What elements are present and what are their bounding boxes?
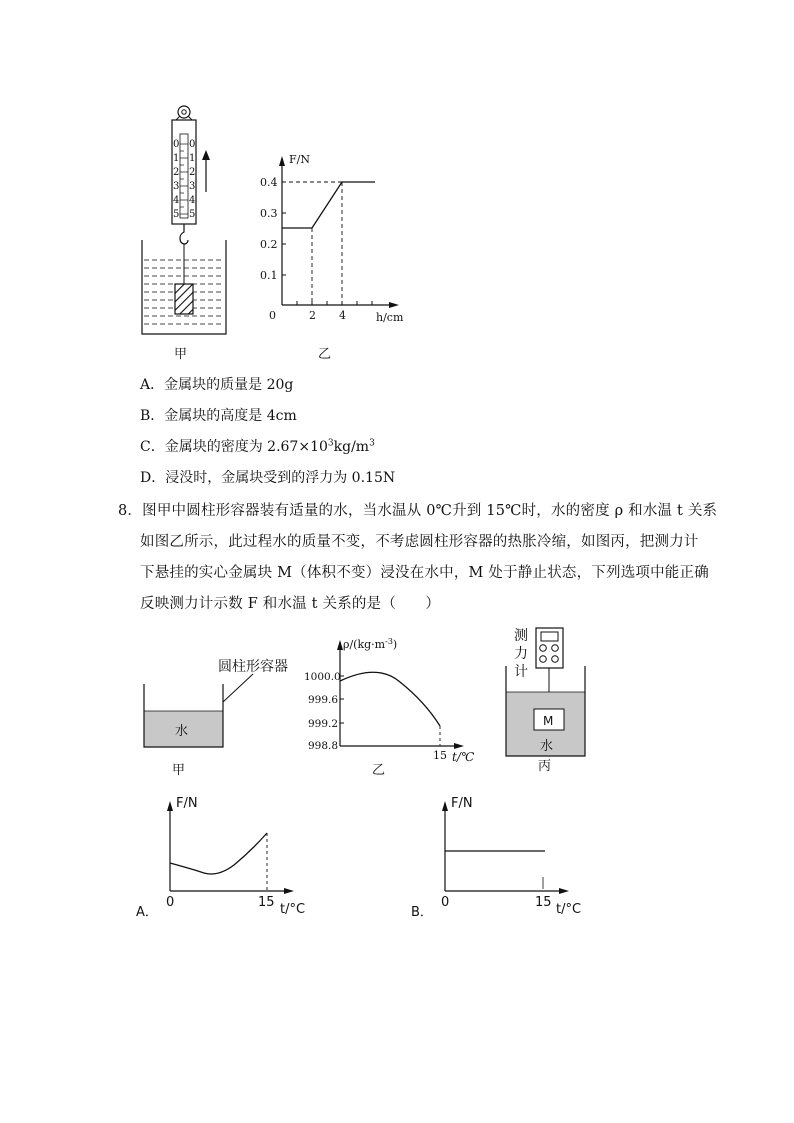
question-number: 8． (118, 503, 143, 519)
option-label: C． (140, 439, 165, 455)
caption-jia-top: 甲 (174, 347, 188, 362)
answer-xlabel: t/°C (280, 902, 306, 917)
answer-ylabel: F/N (176, 796, 198, 811)
graph-density-temperature (300, 630, 480, 770)
figure-force-meter-setup (500, 622, 610, 772)
q8-line-2: 如图乙所示，此过程水的质量不变，不考虑圆柱形容器的热胀冷缩，如图丙，把测力计 (140, 534, 699, 550)
ytick-label: 0.3 (260, 207, 278, 220)
answer-xlabel: t/°C (556, 902, 582, 917)
answer-origin: 0 (441, 895, 450, 910)
scale-num: 0 (173, 139, 180, 150)
ytick-label: 0.4 (260, 176, 278, 189)
meter-label-char: 测 (514, 628, 528, 644)
answer-graph-a (130, 785, 320, 920)
meter-label-char: 力 (514, 646, 528, 662)
answer-label-b: B． (411, 905, 433, 920)
answer-xtick: 15 (535, 895, 552, 910)
option-sup: 3 (369, 438, 375, 449)
scale-num: 5 (173, 209, 180, 220)
scale-num: 2 (189, 167, 196, 178)
caption-yi-mid: 乙 (372, 763, 386, 778)
xlabel-h: h/cm (376, 311, 404, 324)
scale-num: 1 (189, 153, 196, 164)
xtick-label: 2 (309, 309, 316, 322)
water-label-bing: 水 (540, 739, 554, 754)
answer-label-a: A． (136, 905, 158, 920)
scale-num: 5 (189, 209, 196, 220)
q8-line-4: 反映测力计示数 F 和水温 t 关系的是（ ） (140, 596, 441, 612)
ytick-label: 0.1 (260, 269, 278, 282)
water-label: 水 (175, 724, 189, 739)
option-text: 浸没时，金属块受到的浮力为 0.15N (165, 470, 396, 486)
option-text: 金属块的高度是 4cm (164, 408, 297, 424)
q7-option-d (140, 467, 395, 487)
scale-num: 1 (173, 153, 180, 164)
scale-num: 3 (173, 181, 180, 192)
series-force-line (282, 182, 375, 228)
option-unit: kg/m (333, 439, 370, 455)
ytick-label: 0.2 (260, 238, 278, 251)
xtick-label: 4 (339, 309, 346, 322)
density-ylabel: $\rho/(kg\cdot m^{-3})$ (343, 637, 398, 651)
option-sup: 3 (327, 438, 334, 449)
series-answer-a (170, 833, 267, 874)
density-ytick: 999.6 (308, 694, 339, 706)
option-label: B． (140, 408, 165, 424)
scale-num: 3 (189, 181, 196, 192)
container-label: 圆柱形容器 (218, 659, 288, 675)
answer-xtick: 15 (258, 895, 275, 910)
option-text: 金属块的密度为 2.67×10 (164, 439, 328, 455)
caption-bing: 丙 (538, 759, 552, 774)
graph-force-height (255, 148, 415, 328)
q7-option-a (140, 374, 293, 394)
origin-label: 0 (269, 309, 276, 322)
scale-num: 4 (189, 195, 196, 206)
caption-yi-top: 乙 (318, 347, 332, 362)
answer-ylabel: F/N (451, 796, 473, 811)
option-label: A． (140, 377, 165, 393)
meter-label-char: 计 (514, 664, 528, 680)
metal-block (175, 284, 193, 314)
scale-num: 2 (173, 167, 180, 178)
density-xtick: 15 (433, 749, 447, 762)
density-ytick: 1000.0 (304, 671, 341, 683)
density-xlabel: t/℃ (452, 750, 475, 764)
q7-option-c (140, 436, 375, 456)
figure-spring-scale-beaker (130, 100, 250, 340)
density-ytick: 999.2 (308, 718, 339, 730)
container-pointer-line (223, 674, 253, 702)
option-label: D． (140, 470, 166, 486)
q7-option-b (140, 405, 297, 425)
figure-cylinder-container (135, 650, 305, 760)
question-text: 图甲中圆柱形容器装有适量的水，当水温从 0℃升到 15℃时，水的密度 ρ 和水温 t 关系 (142, 503, 718, 519)
ylabel-f: F/N (289, 153, 310, 166)
density-ytick: 998.8 (308, 740, 339, 752)
scale-num: 0 (189, 139, 196, 150)
up-arrow-icon (202, 150, 210, 192)
answer-origin: 0 (166, 895, 175, 910)
caption-jia-mid: 甲 (172, 763, 186, 778)
q8-line-1 (118, 499, 717, 520)
scale-num: 4 (173, 195, 180, 206)
answer-graph-b (405, 785, 595, 920)
block-label: M (543, 714, 554, 728)
option-text: 金属块的质量是 20g (164, 377, 294, 393)
q8-line-3: 下悬挂的实心金属块 M（体积不变）浸没在水中，M 处于静止状态，下列选项中能正确 (140, 565, 709, 581)
series-density-curve (340, 672, 440, 726)
